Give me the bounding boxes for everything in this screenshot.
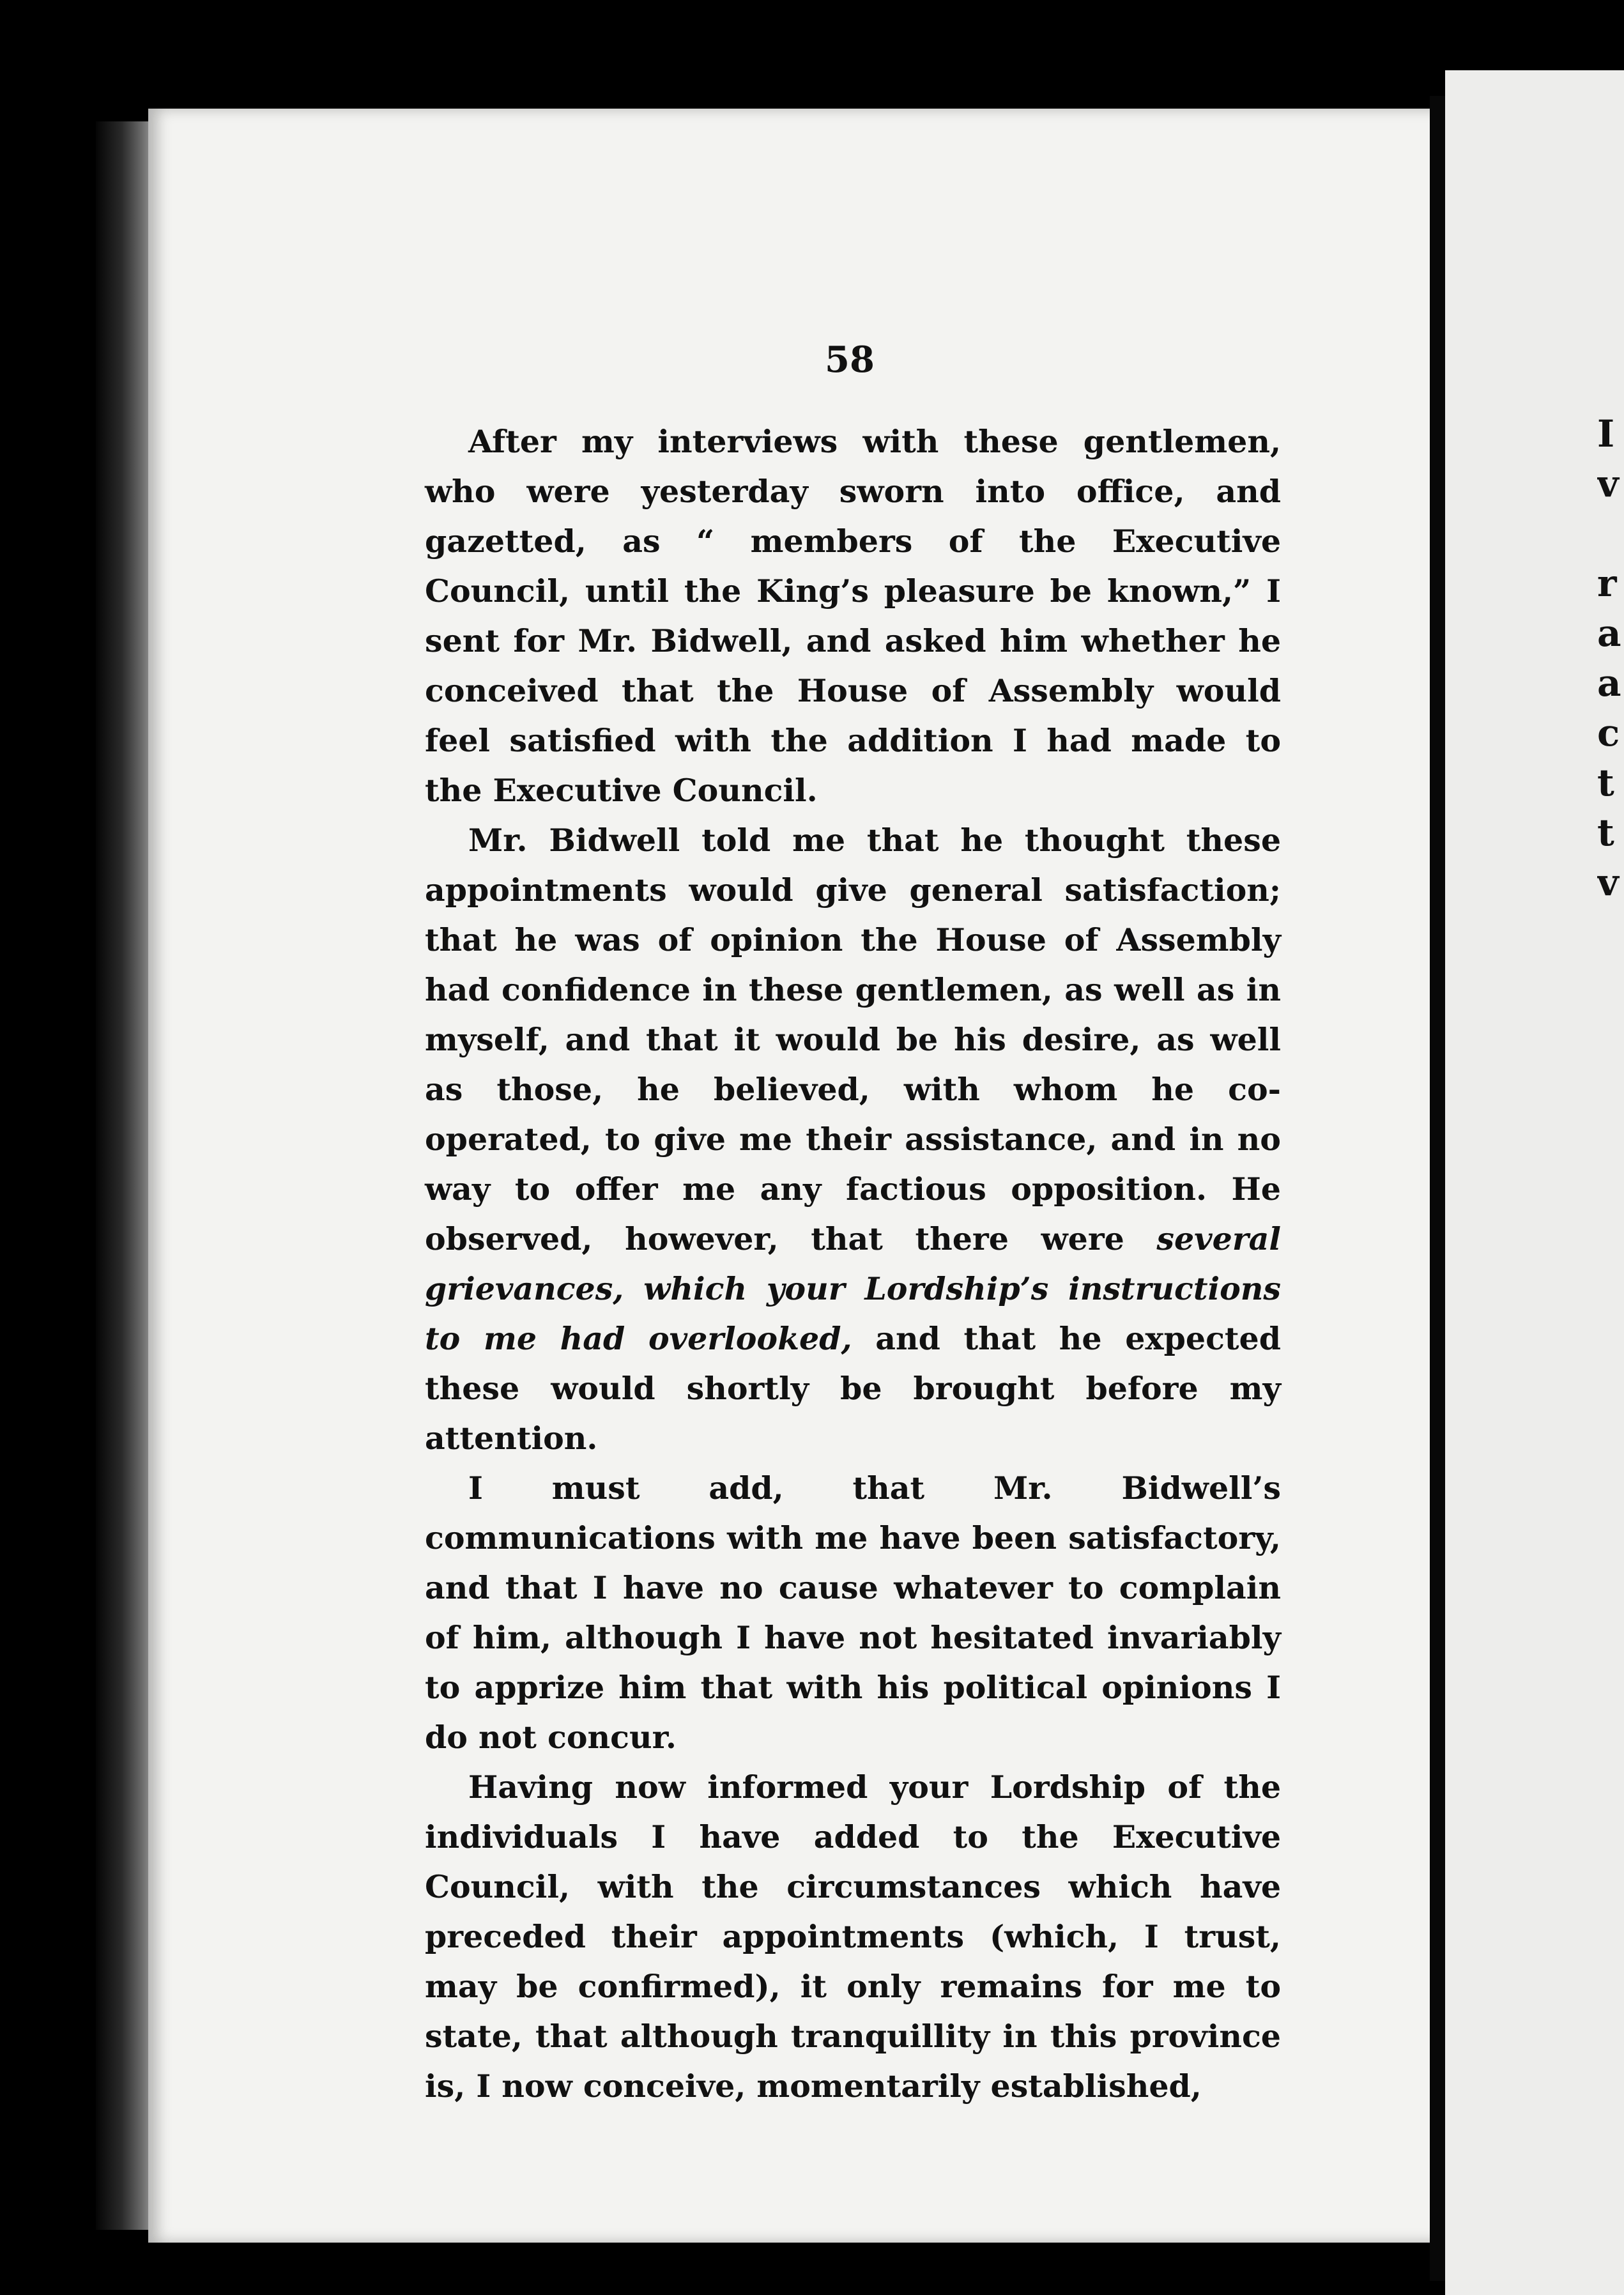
- next-page-text-fragment: [1597, 409, 1624, 907]
- paragraph: [425, 417, 1281, 815]
- next-page-letter: a: [1597, 661, 1621, 705]
- page-gutter: [1430, 96, 1445, 2281]
- book-binding-edge: [96, 121, 153, 2230]
- text-run: Having now informed your Lordship of the individuals I have added to the Executive Council, with the circumstances which have preceded their appointments (which, I trust, may be confirmed), it only remains for me to state, that although tranquillity in this province is, I now conceive, momentarily established,: [425, 1769, 1281, 2105]
- paragraph: [425, 815, 1281, 1463]
- text-run: After my interviews with these gentlemen, who were yesterday sworn into office, and gazetted, as “ members of the Executive Council, until the King’s pleasure be known,” I sent for Mr. Bidwell, and asked him whether he conceived that the House of Assembly would feel satisfied with the addition I had made to the Executive Council.: [425, 423, 1281, 809]
- next-page-letter: v: [1597, 462, 1619, 505]
- text-run: I must add, that Mr. Bidwell’s communications with me have been satisfactory, and that I have no cause whatever to complain of him, although I have not hesitated invariably to apprize him that with his political opinions I do not concur.: [425, 1470, 1281, 1756]
- italic-text: several grievances, which your Lordship’s instructions to me had overlooked,: [425, 1220, 1281, 1357]
- next-page-letter: t: [1597, 761, 1614, 804]
- paragraph: [425, 1463, 1281, 1762]
- page-number: 58: [825, 339, 875, 381]
- next-page-letter: c: [1597, 711, 1620, 755]
- next-page-letter: r: [1597, 562, 1617, 605]
- paragraph: [425, 1762, 1281, 2111]
- body-text: [425, 417, 1281, 2111]
- text-run: Mr. Bidwell told me that he thought these appointments would give general satisfaction; that he was of opinion the House of Assembly had confidence in these gentlemen, as well as in myself, and that it would be his desire, as well as those, he believed, with whom he co-operated, to give me their assistance, and in no way to offer me any factious opposition. He observed, however, that there were: [425, 822, 1281, 1257]
- next-page-letter: a: [1597, 611, 1621, 655]
- text-run: and that he expected these would shortly be brought before my attention.: [425, 1320, 1281, 1457]
- next-page-letter: I: [1597, 412, 1615, 456]
- next-page-letter: v: [1597, 861, 1619, 904]
- next-page-sliver: [1445, 70, 1624, 2295]
- next-page-letter: [1597, 509, 1624, 558]
- next-page-letter: t: [1597, 811, 1614, 854]
